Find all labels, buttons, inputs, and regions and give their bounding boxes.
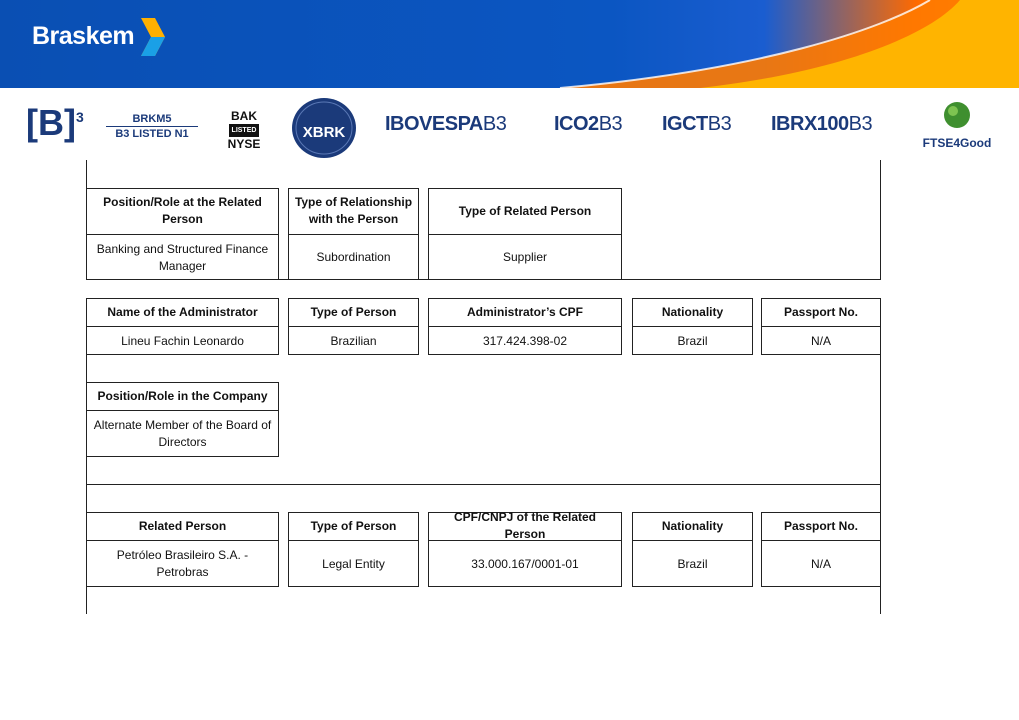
bak-nyse-logo: BAK LISTED NYSE [227,109,261,151]
related-person-name-header: Related Person [86,512,279,541]
company-role-header: Position/Role in the Company [86,382,279,411]
relationship-type-header: Type of Relationship with the Person [288,188,419,235]
admin-name-header: Name of the Administrator [86,298,279,327]
igct-b3-logo: IGCTB3 [662,113,732,135]
admin-passport-value: N/A [810,333,831,348]
related-role-position-header: Position/Role at the Related Person [86,188,279,235]
related-person-type-header: Type of Related Person [428,188,622,235]
admin-person-type-header: Type of Person [288,298,419,327]
admin-person-type-value: Brazilian [330,333,377,348]
related-person-kind-value: Legal Entity [322,556,385,571]
related-person-passport-value: N/A [810,556,831,571]
xbrk-badge-logo [291,97,357,159]
ibovespa-b3-logo: IBOVESPAB3 [385,113,507,135]
related-person-passport-header: Passport No. [761,512,881,541]
header-banner [0,0,1019,88]
related-person-nationality-value: Brazil [677,556,708,571]
admin-nationality-header: Nationality [632,298,753,327]
braskem-logo-icon [139,16,167,58]
company-role-value: Alternate Member of the Board of Directors [93,418,272,449]
form-frame-right [880,160,881,280]
brkm5-logo: BRKM5 B3 LISTED N1 [106,112,198,141]
admin-cpf-value: 317.424.398-02 [482,333,568,348]
globe-icon [942,101,972,129]
related-person-cnpj-value: 33.000.167/0001-01 [471,556,579,571]
ftse4good-logo: FTSE4Good [917,101,997,150]
related-person-type-value: Supplier [502,250,548,264]
admin-nationality-value: Brazil [677,333,708,348]
svg-text:XBRK: XBRK [302,124,346,141]
related-person-kind-header: Type of Person [288,512,419,541]
related-person-cnpj-header: CPF/CNPJ of the Related Person [428,512,622,541]
admin-divider-1 [86,484,881,485]
related-person-nationality-header: Nationality [632,512,753,541]
admin-cpf-header: Administrator’s CPF [428,298,622,327]
relationship-type-value: Subordination [316,250,391,264]
ico2-b3-logo: ICO2B3 [554,113,623,135]
related-role-position-value: Banking and Structured Finance Manager [96,241,269,273]
related-person-name-value: Petróleo Brasileiro S.A. - Petrobras [116,548,249,579]
admin-passport-header: Passport No. [761,298,881,327]
brand-name: Braskem [32,22,135,50]
admin-name-value: Lineu Fachin Leonardo [121,333,244,348]
b3-logo: $[B]^3$ [26,102,84,143]
ibrx100-b3-logo: IBRX100B3 [771,113,873,135]
